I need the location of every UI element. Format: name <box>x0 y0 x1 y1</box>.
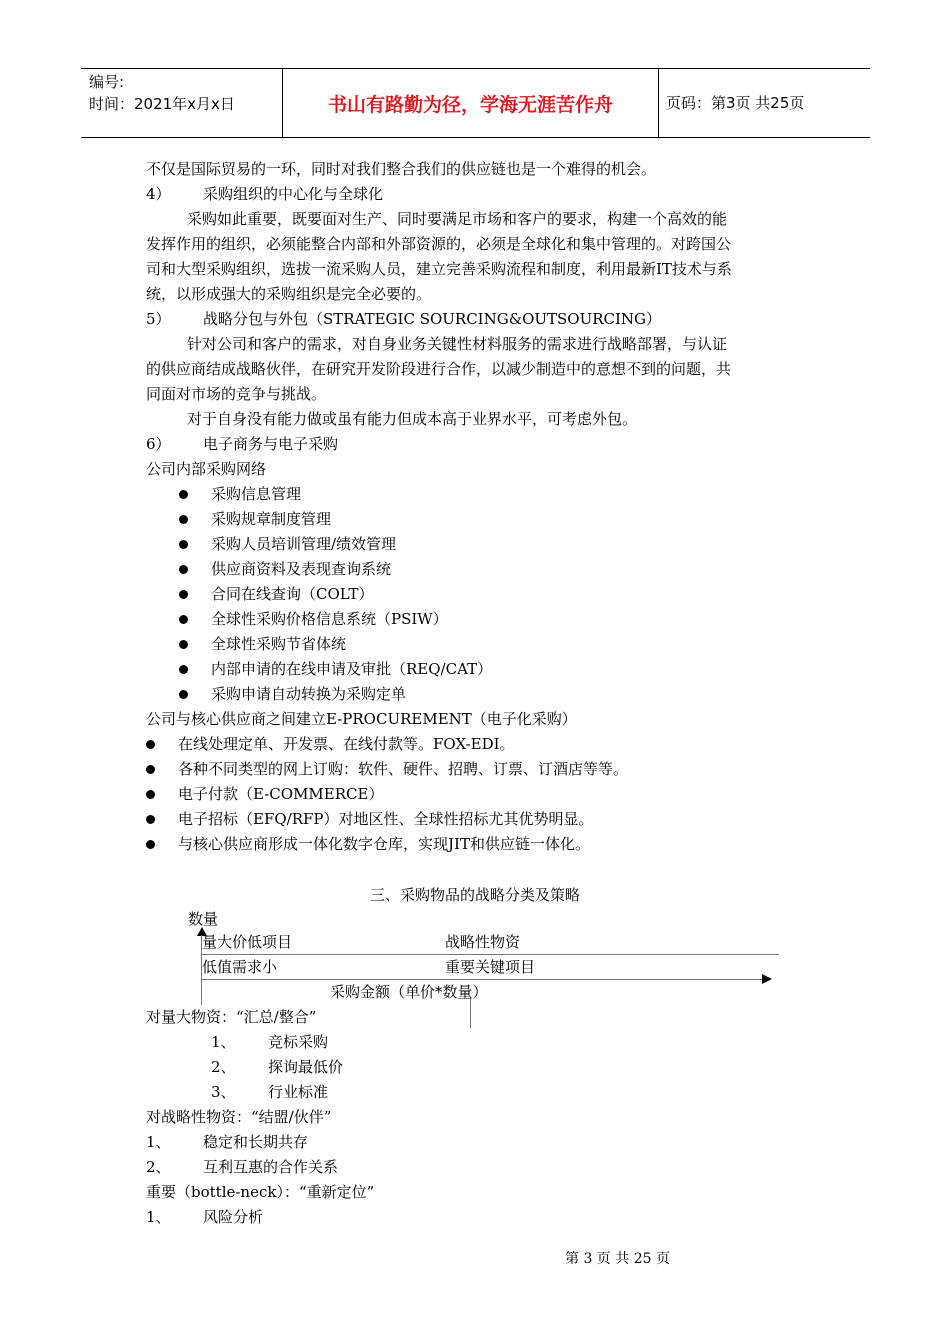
bullet-icon <box>179 665 188 674</box>
bullet-icon <box>146 765 155 774</box>
header-meta <box>89 71 235 115</box>
header-motto: 书山有路勤为径，学海无涯苦作舟 <box>327 93 613 116</box>
bullet-icon <box>146 790 155 799</box>
list-item: 稳定和长期共存 <box>203 1133 309 1151</box>
page-footer: 第 3 页 共 25 页 <box>565 1251 670 1267</box>
bullet-icon <box>179 490 188 499</box>
list-item: 供应商资料及表现查询系统 <box>211 560 392 578</box>
matrix-x-label: 采购金额（单价*数量） <box>330 983 488 1001</box>
list-title: 公司与核心供应商之间建立E-PROCUREMENT（电子化采购） <box>146 710 577 728</box>
paragraph-line: 针对公司和客户的需求，对自身业务关键性材料服务的需求进行战略部署，与认证 <box>187 335 728 353</box>
header-page-info: 页码：第3页 共25页 <box>666 94 805 112</box>
list-item: 在线处理定单、开发票、在线付款等。FOX-EDI。 <box>178 735 515 753</box>
matrix-top-left: 量大价低项目 <box>202 933 293 951</box>
heading-number: 4） <box>146 185 171 203</box>
list-item: 采购规章制度管理 <box>211 510 332 528</box>
paragraph-line: 的供应商结成战略伙伴，在研究开发阶段进行合作，以减少制造中的意想不到的问题，共 <box>146 360 732 378</box>
paragraph-line: 采购如此重要，既要面对生产、同时要满足市场和客户的要求，构建一个高效的能 <box>187 210 728 228</box>
paragraph-line: 统，以形成强大的采购组织是完全必要的。 <box>146 285 432 303</box>
heading-number: 6） <box>146 435 171 453</box>
matrix-bottom-left: 低值需求小 <box>202 958 278 976</box>
bullet-icon <box>179 565 188 574</box>
bullet-icon <box>179 690 188 699</box>
list-number: 2、 <box>211 1058 236 1076</box>
list-item: 互利互惠的合作关系 <box>203 1158 339 1176</box>
strategy-title: 对量大物资：“汇总/整合” <box>146 1008 317 1026</box>
list-number: 1、 <box>146 1208 171 1226</box>
list-item: 行业标准 <box>268 1083 329 1101</box>
list-number: 2、 <box>146 1158 171 1176</box>
header-time-label: 时间：2021年x月x日 <box>89 95 235 113</box>
paragraph: 不仅是国际贸易的一环，同时对我们整合我们的供应链也是一个难得的机会。 <box>146 160 657 178</box>
bullet-icon <box>179 590 188 599</box>
paragraph-line: 发挥作用的组织，必须能整合内部和外部资源的，必须是全球化和集中管理的。对跨国公 <box>146 235 732 253</box>
x-axis-arrow-icon <box>762 974 772 984</box>
matrix-bottom-right: 重要关键项目 <box>445 958 536 976</box>
heading: 战略分包与外包（STRATEGIC SOURCING&OUTSOURCING） <box>203 310 662 328</box>
list-item: 风险分析 <box>203 1208 264 1226</box>
heading: 电子商务与电子采购 <box>203 435 339 453</box>
list-number: 3、 <box>211 1083 236 1101</box>
list-item: 各种不同类型的网上订购：软件、硬件、招聘、订票、订酒店等等。 <box>178 760 629 778</box>
list-item: 竞标采购 <box>268 1033 329 1051</box>
list-number: 1、 <box>146 1133 171 1151</box>
bullet-icon <box>179 640 188 649</box>
page-header <box>81 68 870 138</box>
section-title: 三、采购物品的战略分类及策略 <box>369 886 580 904</box>
paragraph-line: 同面对市场的竞争与挑战。 <box>146 385 327 403</box>
bullet-icon <box>179 615 188 624</box>
bullet-icon <box>179 540 188 549</box>
list-item: 采购人员培训管理/绩效管理 <box>211 535 397 553</box>
list-item: 全球性采购价格信息系统（PSIW） <box>211 610 448 628</box>
list-item: 采购信息管理 <box>211 485 302 503</box>
bullet-icon <box>146 840 155 849</box>
header-divider <box>658 69 659 137</box>
list-item: 内部申请的在线申请及审批（REQ/CAT） <box>211 660 493 678</box>
strategy-title: 重要（bottle-neck）：“重新定位” <box>146 1183 375 1201</box>
heading: 采购组织的中心化与全球化 <box>203 185 384 203</box>
list-number: 1、 <box>211 1033 236 1051</box>
paragraph-line: 司和大型采购组织，选拔一流采购人员，建立完善采购流程和制度，利用最新IT技术与系 <box>146 260 732 278</box>
bullet-icon <box>179 515 188 524</box>
list-item: 电子付款（E-COMMERCE） <box>178 785 384 803</box>
strategy-title: 对战略性物资：“结盟/伙伴” <box>146 1108 332 1126</box>
list-item: 全球性采购节省体统 <box>211 635 347 653</box>
heading-number: 5） <box>146 310 171 328</box>
bullet-icon <box>146 815 155 824</box>
list-title: 公司内部采购网络 <box>146 460 267 478</box>
matrix-top-right: 战略性物资 <box>445 933 521 951</box>
bullet-icon <box>146 740 155 749</box>
list-item: 探询最低价 <box>268 1058 344 1076</box>
list-item: 电子招标（EFQ/RFP）对地区性、全球性招标尤其优势明显。 <box>178 810 594 828</box>
matrix-y-label: 数量 <box>188 910 219 928</box>
list-item: 合同在线查询（COLT） <box>211 585 374 603</box>
header-number-label: 编号: <box>89 73 125 91</box>
list-item: 与核心供应商形成一体化数字仓库，实现JIT和供应链一体化。 <box>178 835 590 853</box>
paragraph: 对于自身没有能力做或虽有能力但成本高于业界水平，可考虑外包。 <box>187 410 638 428</box>
list-item: 采购申请自动转换为采购定单 <box>211 685 407 703</box>
